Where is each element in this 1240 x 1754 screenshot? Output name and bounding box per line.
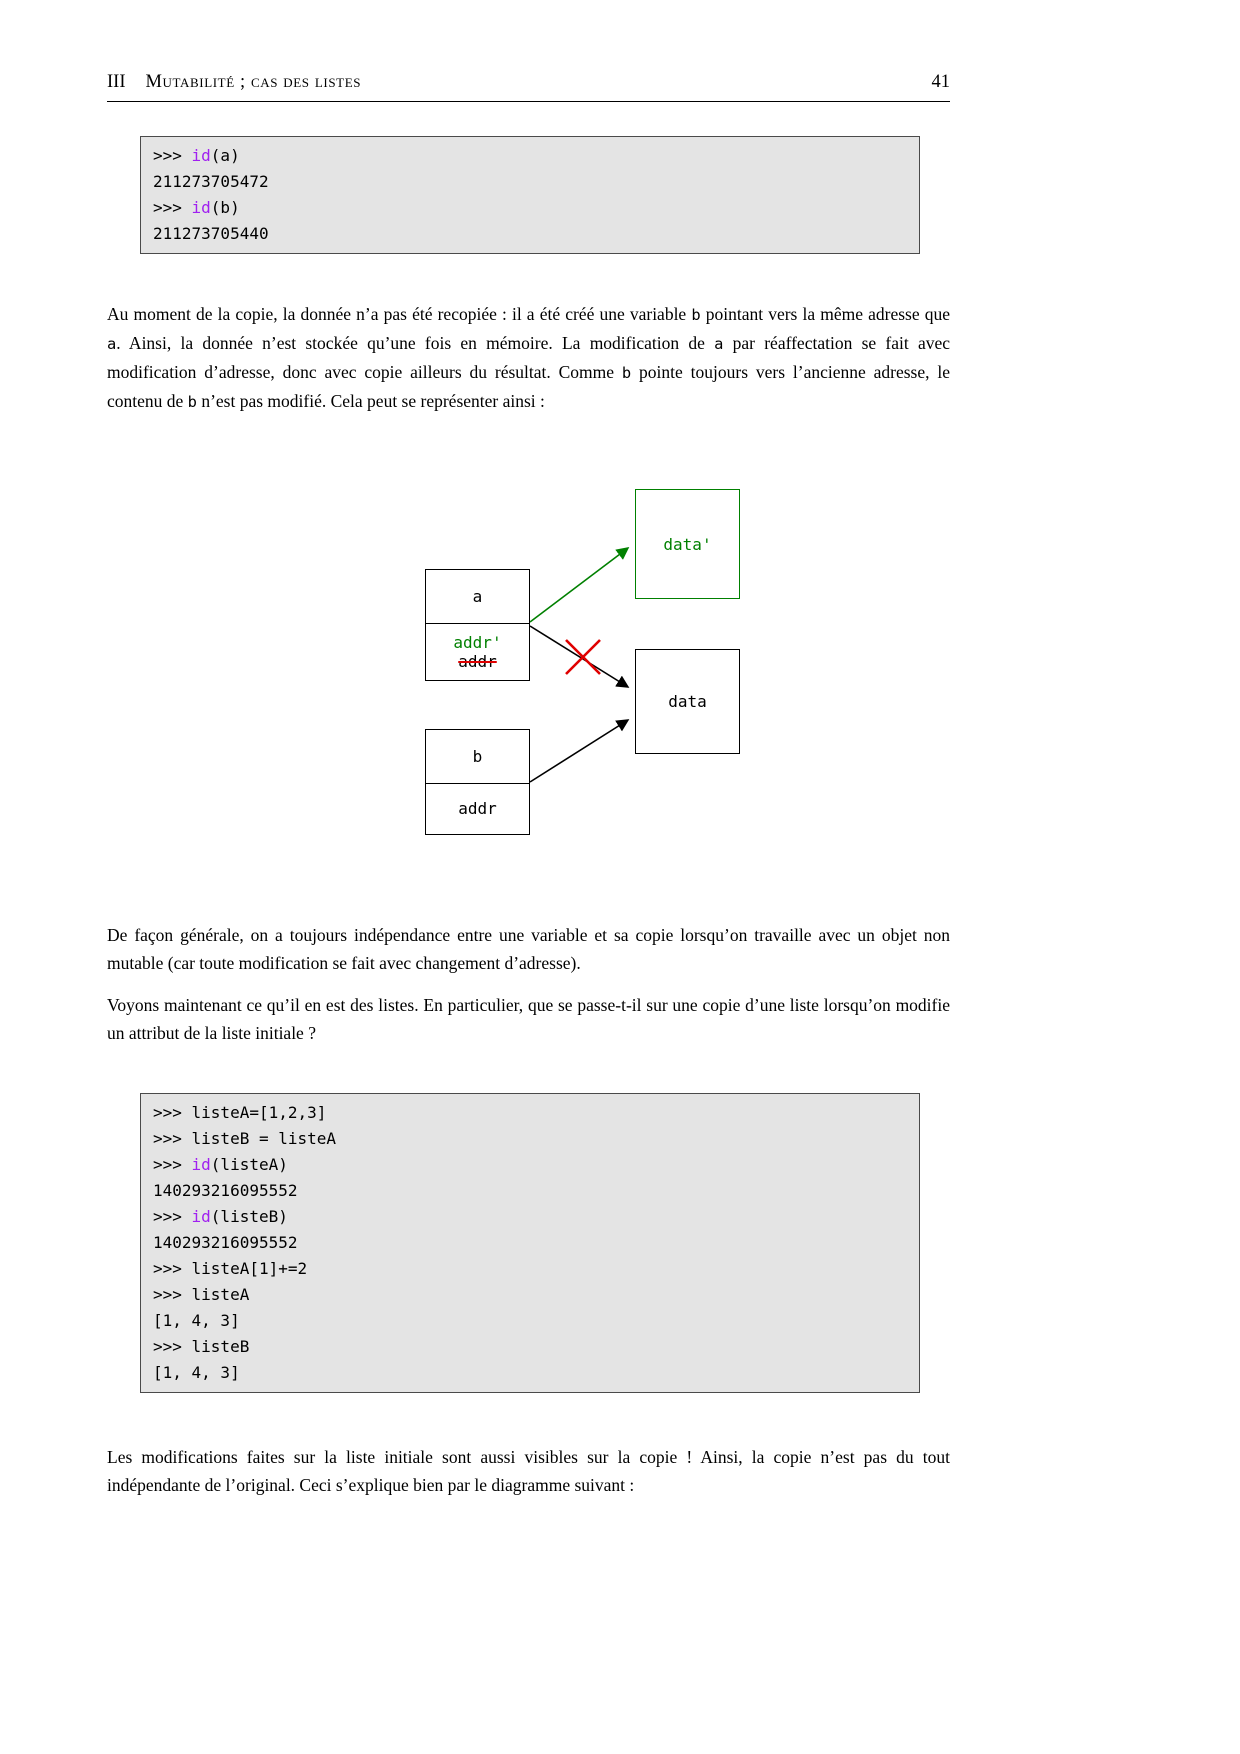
arrow-a-to-data-old (530, 626, 628, 687)
var-a-name-cell (425, 569, 530, 624)
code-line: [1, 4, 3] (153, 1311, 240, 1330)
code-line: 211273705440 (153, 224, 269, 243)
data-box (635, 649, 740, 754)
var-a-addr-cell (425, 623, 530, 681)
var-b-label: b (472, 747, 483, 766)
header-title: Mutabilité ; cas des listes (145, 72, 362, 92)
var-a-label: a (472, 587, 483, 606)
code-line: 211273705472 (153, 172, 269, 191)
var-b-addr-label: addr (458, 799, 497, 818)
arrow-b-to-data (530, 720, 628, 782)
page-header (107, 72, 950, 93)
code-line: >>> listeB = listeA (153, 1129, 337, 1148)
invalid-pointer-cross-icon (566, 640, 600, 674)
addr-old-label: addr (458, 651, 497, 671)
code-line: [1, 4, 3] (153, 1363, 240, 1382)
code-line: 140293216095552 (153, 1233, 298, 1252)
data-new-box (635, 489, 740, 599)
paragraph-lists-question: Voyons maintenant ce qu’il en est des listes. En particulier, que se passe-t-il sur une copie d’une liste lorsqu’on modifie un attribut de la liste initiale ? (107, 995, 950, 1043)
code-line: >>> id(listeB) (153, 1207, 288, 1226)
variable-box-b (425, 729, 530, 835)
code-block-id-values (140, 136, 920, 254)
var-b-addr-cell (425, 783, 530, 835)
section-number: III (107, 72, 126, 92)
code-line: >>> listeA[1]+=2 (153, 1259, 308, 1278)
code-line: >>> listeB (153, 1337, 250, 1356)
code-line: 140293216095552 (153, 1181, 298, 1200)
data-label: data (668, 692, 707, 711)
page-number: 41 (931, 72, 950, 92)
addr-new-label: addr' (453, 632, 502, 652)
code-block-lists (140, 1093, 920, 1393)
paragraph-conclusion: Les modifications faites sur la liste initiale sont aussi visibles sur la copie ! Ainsi, la copie n’est pas du tout indépendante de l’original. Ceci s’explique bien par le diagramme suivant : (107, 1447, 950, 1495)
data-new-label: data' (663, 534, 712, 554)
memory-diagram (107, 484, 950, 839)
variable-box-a (425, 569, 530, 681)
arrow-a-to-data-new (530, 548, 628, 622)
header-rule (107, 101, 950, 102)
code-line: >>> id(b) (153, 198, 240, 217)
code-line: >>> listeA (153, 1285, 250, 1304)
paragraph-copy-explanation: Au moment de la copie, la donnée n’a pas été recopiée : il a été créé une variable b pointant vers la même adresse que a. Ainsi, la donnée n’est stockée qu’une fois en mémoire. La modification de a par réaffectation se fait avec modification d’adresse, donc avec copie ailleurs du résultat. Comme b pointe toujours vers l’ancienne adresse, le contenu de b n’est pas modifié. Cela peut se représenter ainsi : (107, 304, 950, 411)
var-b-name-cell (425, 729, 530, 784)
code-line: >>> id(listeA) (153, 1155, 288, 1174)
code-line: >>> id(a) (153, 146, 240, 165)
code-line: >>> listeA=[1,2,3] (153, 1103, 327, 1122)
paragraph-general-rule: De façon générale, on a toujours indépendance entre une variable et sa copie lorsqu’on travaille avec un objet non mutable (car toute modification se fait avec changement d’adresse). (107, 925, 950, 973)
